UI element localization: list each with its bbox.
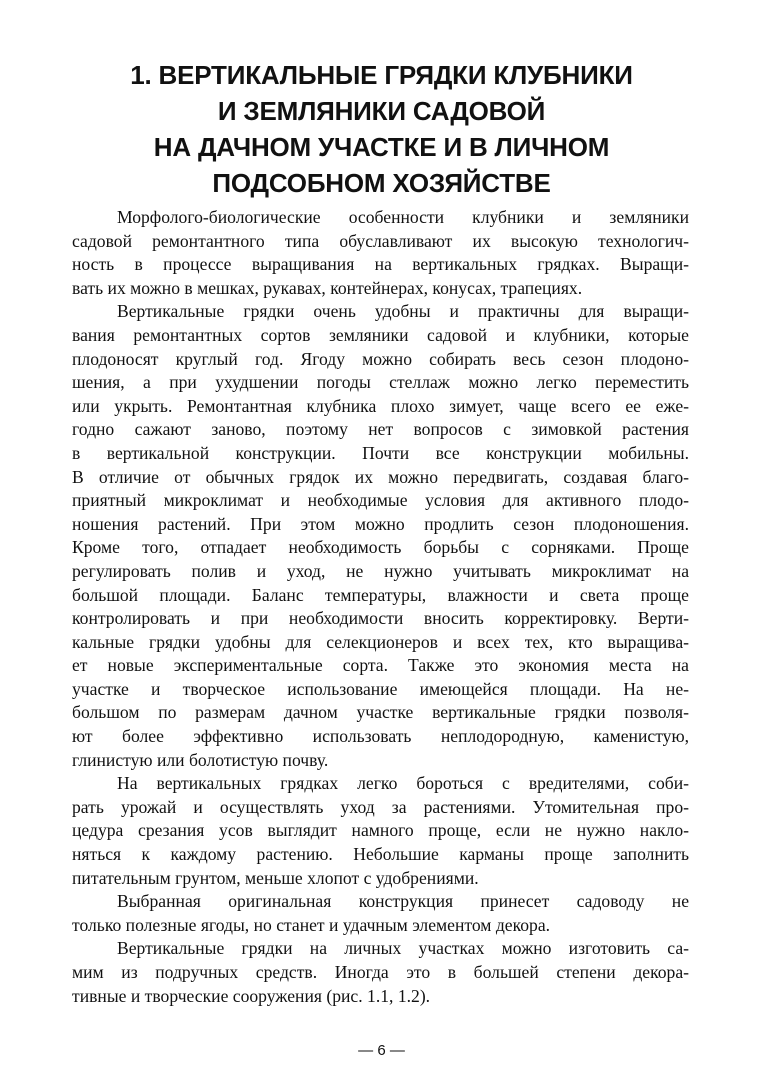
chapter-title-line: И ЗЕМЛЯНИКИ САДОВОЙ	[217, 96, 546, 126]
chapter-title	[60, 57, 703, 201]
paragraph-line: контролировать и при необходимости вносить корректировку. Верти-	[72, 608, 689, 629]
paragraph-line: мим из подручных средств. Иногда это в большей степени декора-	[72, 962, 689, 982]
chapter-title-line: 1. ВЕРТИКАЛЬНЫЕ ГРЯДКИ КЛУБНИКИ	[130, 60, 633, 90]
paragraph-line: Выбранная оригинальная конструкция принесет садоводу не	[117, 891, 689, 912]
paragraph	[72, 206, 689, 300]
paragraph-line: ют более эффективно использовать неплодородную, каменистую,	[72, 726, 689, 747]
paragraph-line: вания ремонтантных сортов земляники садовой и клубники, которые	[72, 324, 689, 345]
chapter-body	[72, 206, 689, 1008]
paragraph	[72, 890, 689, 937]
paragraph-line: няться к каждому растению. Небольшие карманы проще заполнить	[72, 844, 689, 865]
paragraph-line: ность в процессе выращивания на вертикальных грядках. Выращи-	[72, 254, 689, 275]
paragraph-line: глинистую или болотистую почву.	[72, 749, 329, 770]
paragraph-line: цедура срезания усов выглядит намного проще, если не нужно накло-	[72, 820, 689, 841]
chapter-title-line: ПОДСОБНОМ ХОЗЯЙСТВЕ	[212, 168, 551, 198]
paragraph-line: вать их можно в мешках, рукавах, контейнерах, конусах, трапециях.	[72, 277, 583, 298]
paragraph-line: Вертикальные грядки очень удобны и практичны для выращи-	[117, 301, 689, 322]
paragraph	[72, 300, 689, 772]
paragraph-line: годно сажают заново, поэтому нет вопросов с зимовкой растения	[72, 419, 689, 440]
paragraph-line: регулировать полив и уход, не нужно учитывать микроклимат на	[72, 560, 689, 581]
paragraph-line: приятный микроклимат и необходимые условия для активного плодо-	[72, 490, 689, 511]
paragraph-line: только полезные ягоды, но станет и удачным элементом декора.	[72, 914, 551, 935]
paragraph-line: В отличие от обычных грядок их можно передвигать, создавая благо-	[72, 466, 689, 487]
paragraph-line: плодоносят круглый год. Ягоду можно собирать весь сезон плодоно-	[72, 348, 689, 369]
paragraph-line: садовой ремонтантного типа обуславливают их высокую технологич-	[72, 230, 689, 251]
paragraph-line: Морфолого-биологические особенности клубники и земляники	[117, 207, 689, 227]
paragraph-line: Кроме того, отпадает необходимость борьбы с сорняками. Проще	[72, 537, 689, 558]
paragraph	[72, 937, 689, 1008]
paragraph-line: большом по размерам дачном участке вертикальные грядки позволя-	[72, 702, 689, 723]
paragraph-line: кальные грядки удобны для селекционеров и всех тех, кто выращива-	[72, 631, 689, 652]
paragraph-line: питательным грунтом, меньше хлопот с удобрениями.	[72, 867, 479, 888]
paragraph-line: Вертикальные грядки на личных участках можно изготовить са-	[117, 938, 689, 959]
chapter-title-line: НА ДАЧНОМ УЧАСТКЕ И В ЛИЧНОМ	[153, 132, 610, 162]
paragraph-line: или укрыть. Ремонтантная клубника плохо зимует, чаще всего ее еже-	[72, 395, 689, 416]
paragraph-line: шения, а при ухудшении погоды стеллаж можно легко переместить	[72, 372, 689, 393]
paragraph-line: большой площади. Баланс температуры, влажности и света проще	[72, 584, 689, 605]
paragraph-line: ношения растений. При этом можно продлить сезон плодоношения.	[72, 513, 689, 534]
paragraph	[72, 772, 689, 890]
paragraph-line: ет новые экспериментальные сорта. Также это экономия места на	[72, 655, 689, 676]
paragraph-line: На вертикальных грядках легко бороться с вредителями, соби-	[117, 773, 689, 794]
paragraph-line: в вертикальной конструкции. Почти все конструкции мобильны.	[72, 442, 689, 463]
paragraph-line: участке и творческое использование имеющейся площади. На не-	[72, 678, 689, 699]
page-number: — 6 —	[358, 1042, 405, 1059]
paragraph-line: тивные и творческие сооружения (рис. 1.1, 1.2).	[72, 985, 431, 1006]
paragraph-line: рать урожай и осуществлять уход за растениями. Утомительная про-	[72, 796, 689, 817]
